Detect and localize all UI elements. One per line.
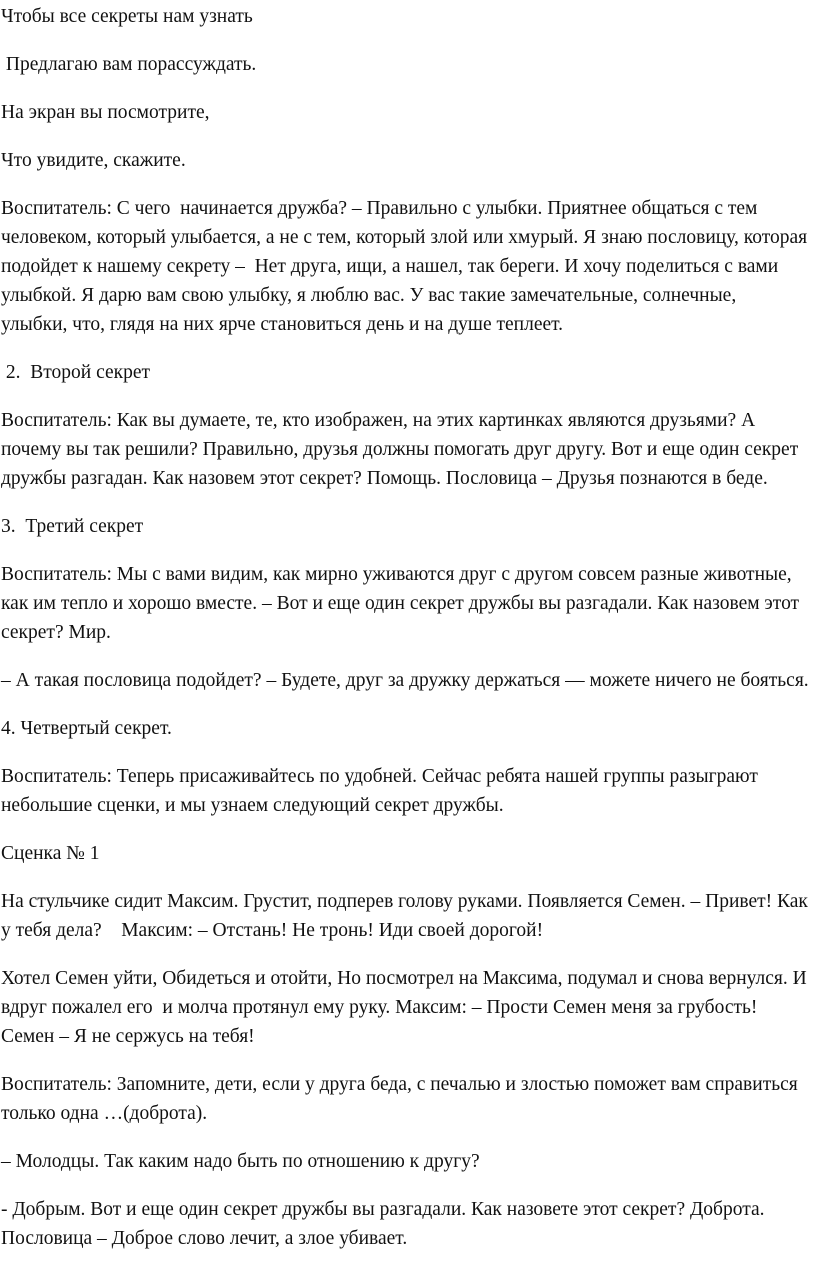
- answer-paragraph: - Добрым. Вот и еще один секрет дружбы вы разгадали. Как назовете этот секрет? Доброта. Пословица – Доброе слово лечит, а злое убивает.: [1, 1199, 770, 1249]
- fourth-secret-heading: 4. Четвертый секрет.: [1, 718, 172, 739]
- scene-paragraph-2: Хотел Семен уйти, Обидеться и отойти, Но посмотрел на Максима, подумал и снова вернулся. И вдруг пожалел его и молча протянул ему руку. Максим: – Прости Семен меня за грубость! Семен – Я не сержусь на тебя!: [1, 968, 812, 1047]
- poem-line-4: Что увидите, скажите.: [1, 150, 186, 171]
- second-secret-paragraph: Воспитатель: Как вы думаете, те, кто изображен, на этих картинках являются друзьями? А почему вы так решили? Правильно, друзья должны помогать друг другу. Вот и еще один секрет дружбы разгадан. Как назовем этот секрет? Помощь. Пословица – Друзья познаются в беде.: [1, 410, 808, 489]
- third-secret-heading: 3. Третий секрет: [1, 516, 144, 537]
- second-secret-heading: 2. Второй секрет: [1, 362, 151, 383]
- first-secret-paragraph: Воспитатель: С чего начинается дружба? – Правильно с улыбки. Приятнее общаться с тем человеком, который улыбается, а не с тем, который злой или хмурый. Я знаю пословицу, которая подойдет к нашему секрету – Нет друга, ищи, а нашел, так береги. И хочу поделиться с вами улыбкой. Я дарю вам свою улыбку, я люблю вас. У вас такие замечательные, солнечные, улыбки, что, глядя на них ярче становиться день и на душе теплеет.: [1, 198, 812, 335]
- third-secret-paragraph: Воспитатель: Мы с вами видим, как мирно уживаются друг с другом совсем разные животные, как им тепло и хорошо вместе. – Вот и еще один секрет дружбы вы разгадали. Как назовем этот секрет? Мир.: [1, 564, 804, 643]
- scene-paragraph-1: На стульчике сидит Максим. Грустит, подперев голову руками. Появляется Семен. – Привет! Как у тебя дела? Максим: – Отстань! Не тронь! Иди своей дорогой!: [1, 891, 813, 941]
- poem-line-2: Предлагаю вам порассуждать.: [1, 54, 257, 75]
- fourth-secret-paragraph: Воспитатель: Теперь присаживайтесь по удобней. Сейчас ребята нашей группы разыграют небольшие сценки, и мы узнаем следующий секрет дружбы.: [1, 766, 763, 816]
- teacher-paragraph: Воспитатель: Запомните, дети, если у друга беда, с печалью и злостью поможет вам справиться только одна …(доброта).: [1, 1074, 803, 1124]
- question-paragraph: – Молодцы. Так каким надо быть по отношению к другу?: [1, 1151, 480, 1172]
- poem-line-1: Чтобы все секреты нам узнать: [1, 6, 253, 27]
- poem-line-3: На экран вы посмотрите,: [1, 102, 210, 123]
- proverb-paragraph: – А такая пословица подойдет? – Будете, друг за дружку держаться — можете ничего не бояться.: [1, 670, 809, 691]
- scene-heading: Сценка № 1: [1, 843, 100, 864]
